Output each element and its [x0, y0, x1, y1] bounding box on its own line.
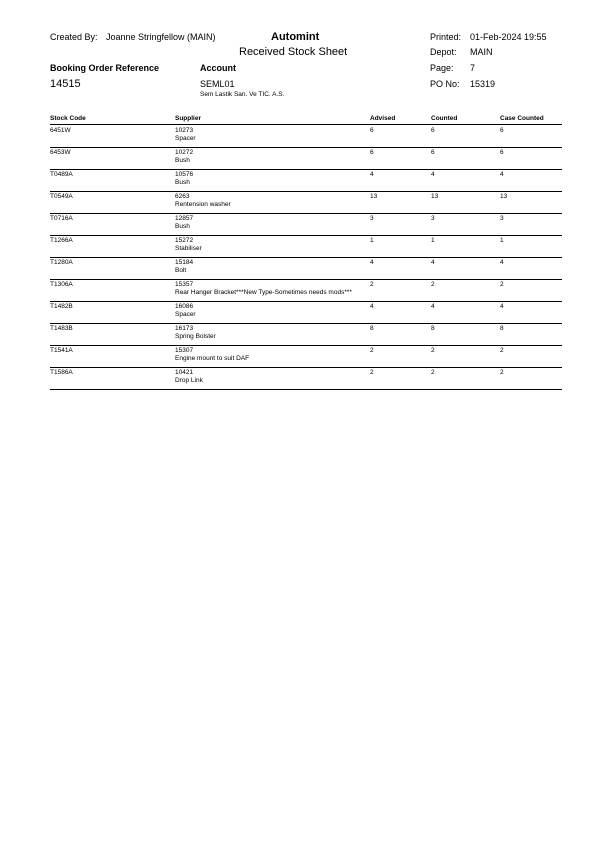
stock-code: T1541A	[50, 347, 73, 354]
supplier-code: 10421	[175, 369, 194, 376]
case-counted-qty: 4	[500, 303, 504, 310]
company-name: Automint	[271, 31, 320, 43]
po-label: PO No:	[430, 79, 460, 89]
table-row	[50, 191, 562, 214]
stock-code: T1280A	[50, 259, 73, 266]
supplier-code: 10272	[175, 149, 194, 156]
advised-qty: 4	[370, 303, 374, 310]
item-description: Spacer	[175, 311, 196, 318]
col-counted: Counted	[431, 115, 458, 122]
item-description: Rear Hanger Bracket***New Type-Sometimes needs mods***	[175, 289, 352, 296]
case-counted-qty: 8	[500, 325, 504, 332]
table-row	[50, 367, 562, 390]
table-row	[50, 301, 562, 324]
page-value: 7	[470, 63, 476, 73]
advised-qty: 4	[370, 259, 374, 266]
printed-label: Printed:	[430, 32, 462, 42]
table-row	[50, 125, 562, 148]
item-description: Bush	[175, 223, 190, 230]
supplier-code: 6263	[175, 193, 190, 200]
supplier-code: 16086	[175, 303, 194, 310]
table-row	[50, 279, 562, 302]
table-row	[50, 213, 562, 236]
counted-qty: 3	[431, 215, 435, 222]
counted-qty: 4	[431, 303, 435, 310]
stock-code: T0549A	[50, 193, 73, 200]
advised-qty: 2	[370, 369, 374, 376]
case-counted-qty: 4	[500, 259, 504, 266]
item-description: Drop Link	[175, 377, 203, 384]
table-row	[50, 257, 562, 280]
stock-code: T0489A	[50, 171, 73, 178]
item-description: Bolt	[175, 267, 187, 274]
stock-code: T1483B	[50, 325, 73, 332]
booking-ref-value: 14515	[50, 78, 81, 90]
stock-code: T1306A	[50, 281, 73, 288]
counted-qty: 2	[431, 369, 435, 376]
counted-qty: 6	[431, 149, 435, 156]
stock-code: T0716A	[50, 215, 73, 222]
account-label: Account	[200, 63, 236, 73]
account-code: SEML01	[200, 79, 235, 89]
document-title: Received Stock Sheet	[239, 46, 348, 58]
counted-qty: 6	[431, 127, 435, 134]
printed-value: 01-Feb-2024 19:55	[470, 32, 547, 42]
supplier-code: 10576	[175, 171, 194, 178]
supplier-code: 10273	[175, 127, 194, 134]
table-row	[50, 235, 562, 258]
item-description: Spacer	[175, 135, 196, 142]
supplier-code: 15357	[175, 281, 194, 288]
advised-qty: 6	[370, 149, 374, 156]
advised-qty: 3	[370, 215, 374, 222]
table-row	[50, 323, 562, 346]
counted-qty: 2	[431, 347, 435, 354]
stock-code: 6453W	[50, 149, 71, 156]
item-description: Stabiliser	[175, 245, 202, 252]
case-counted-qty: 6	[500, 149, 504, 156]
depot-value: MAIN	[470, 47, 493, 57]
counted-qty: 1	[431, 237, 435, 244]
supplier-code: 15307	[175, 347, 194, 354]
table-row	[50, 147, 562, 170]
case-counted-qty: 2	[500, 281, 504, 288]
case-counted-qty: 1	[500, 237, 504, 244]
supplier-code: 15272	[175, 237, 194, 244]
table-row	[50, 345, 562, 368]
counted-qty: 13	[431, 193, 439, 200]
stock-code: T1482B	[50, 303, 73, 310]
advised-qty: 2	[370, 281, 374, 288]
supplier-code: 12857	[175, 215, 194, 222]
created-by-value: Joanne Stringfellow (MAIN)	[106, 32, 216, 42]
advised-qty: 8	[370, 325, 374, 332]
col-supplier: Supplier	[175, 115, 202, 122]
case-counted-qty: 2	[500, 347, 504, 354]
page-label: Page:	[430, 63, 454, 73]
stock-code: T1586A	[50, 369, 73, 376]
counted-qty: 2	[431, 281, 435, 288]
item-description: Engine mount to suit DAF	[175, 355, 250, 362]
item-description: Spring Bolster	[175, 333, 216, 340]
counted-qty: 8	[431, 325, 435, 332]
supplier-code: 16173	[175, 325, 194, 332]
booking-ref-label: Booking Order Reference	[50, 63, 160, 73]
advised-qty: 6	[370, 127, 374, 134]
col-case-counted: Case Counted	[500, 115, 544, 122]
col-advised: Advised	[370, 115, 396, 122]
supplier-code: 15184	[175, 259, 194, 266]
po-value: 15319	[470, 79, 496, 89]
item-description: Rentension washer	[175, 201, 231, 208]
col-stock-code: Stock Code	[50, 115, 86, 122]
stock-code: 6451W	[50, 127, 71, 134]
item-description: Bush	[175, 179, 190, 186]
item-description: Bush	[175, 157, 190, 164]
counted-qty: 4	[431, 259, 435, 266]
account-name: Sem Lastik San. Ve TIC. A.S.	[200, 91, 285, 98]
counted-qty: 4	[431, 171, 435, 178]
case-counted-qty: 6	[500, 127, 504, 134]
depot-label: Depot:	[430, 47, 457, 57]
advised-qty: 1	[370, 237, 374, 244]
case-counted-qty: 4	[500, 171, 504, 178]
advised-qty: 2	[370, 347, 374, 354]
table-row	[50, 169, 562, 192]
case-counted-qty: 3	[500, 215, 504, 222]
case-counted-qty: 13	[500, 193, 508, 200]
advised-qty: 13	[370, 193, 378, 200]
advised-qty: 4	[370, 171, 374, 178]
stock-code: T1266A	[50, 237, 73, 244]
case-counted-qty: 2	[500, 369, 504, 376]
created-by-label: Created By:	[50, 32, 98, 42]
